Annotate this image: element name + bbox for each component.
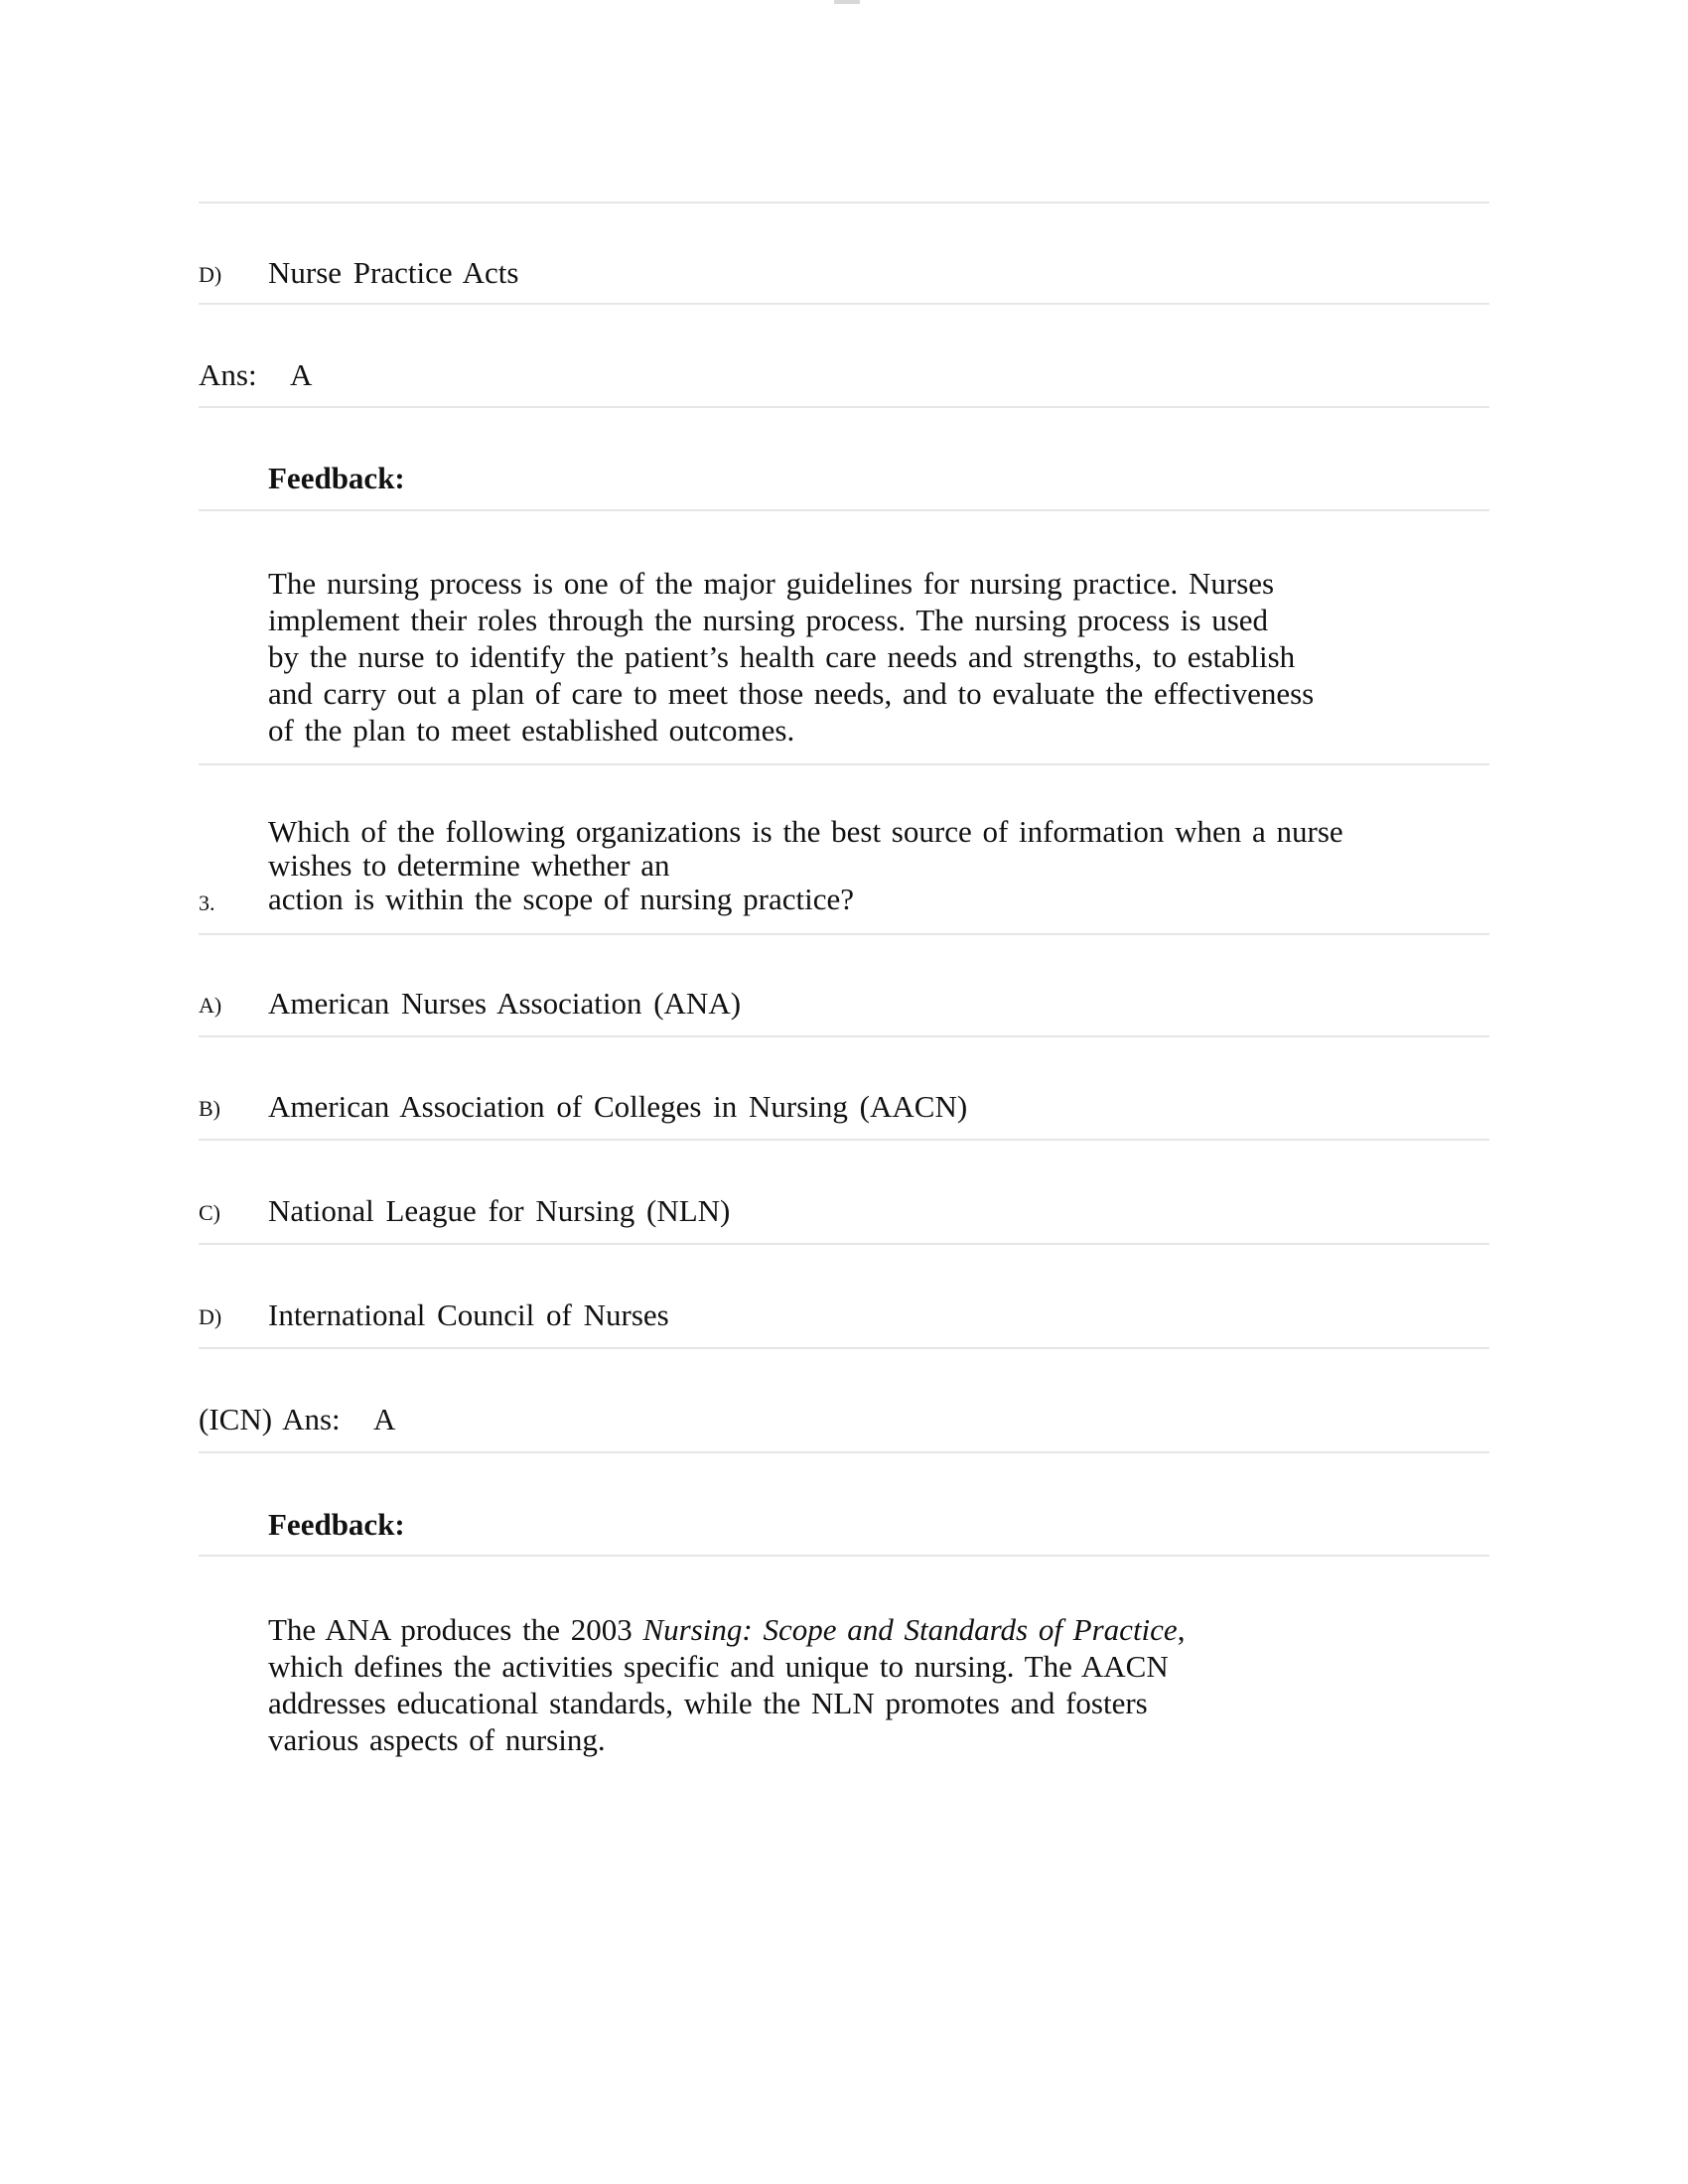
divider: [199, 1451, 1489, 1453]
feedback-label: Feedback:: [268, 461, 405, 495]
divider: [199, 763, 1489, 765]
option-text: American Nurses Association (ANA): [268, 986, 742, 1021]
feedback-line: of the plan to meet established outcomes.: [268, 713, 795, 748]
question-stem-line: Which of the following organizations is the best source of information when a nurse: [268, 814, 1343, 849]
prev-feedback-paragraph: [268, 565, 1440, 749]
answer-value: A: [290, 357, 313, 392]
divider: [199, 1243, 1489, 1245]
question-number: 3.: [199, 890, 215, 915]
feedback-line: implement their roles through the nursing process. The nursing process is used: [268, 603, 1269, 637]
option-text: Nurse Practice Acts: [268, 255, 519, 290]
divider: [199, 933, 1489, 935]
feedback-text: The ANA produces the 2003: [268, 1612, 643, 1647]
option-text: American Association of Colleges in Nursing (AACN): [268, 1089, 968, 1124]
divider: [199, 509, 1489, 511]
question-stem-line: action is within the scope of nursing practice?: [268, 882, 855, 916]
answer-label: Ans:: [199, 357, 257, 392]
option-marker: C): [199, 1200, 220, 1225]
feedback-line: and carry out a plan of care to meet those needs, and to evaluate the effectiveness: [268, 676, 1315, 711]
divider: [199, 202, 1489, 204]
page-header-mark: [834, 0, 860, 4]
feedback-line: by the nurse to identify the patient’s health care needs and strengths, to establish: [268, 639, 1296, 674]
feedback-text: ,: [1177, 1612, 1186, 1647]
option-marker: A): [199, 993, 222, 1018]
feedback-line: various aspects of nursing.: [268, 1722, 606, 1757]
option-text: International Council of Nurses: [268, 1297, 669, 1332]
divider: [199, 1347, 1489, 1349]
feedback-line: The nursing process is one of the major guidelines for nursing practice. Nurses: [268, 566, 1275, 601]
feedback-line: addresses educational standards, while the NLN promotes and fosters: [268, 1686, 1148, 1720]
question-stem: [268, 815, 1440, 916]
question-feedback-paragraph: [268, 1611, 1440, 1758]
option-marker: D): [199, 1304, 222, 1329]
option-text: National League for Nursing (NLN): [268, 1193, 731, 1228]
divider: [199, 303, 1489, 305]
feedback-line: [268, 1611, 1440, 1648]
divider: [199, 1139, 1489, 1141]
divider: [199, 1035, 1489, 1037]
answer-label: (ICN) Ans:: [199, 1402, 341, 1436]
option-marker: B): [199, 1096, 220, 1121]
publication-title: Nursing: Scope and Standards of Practice: [642, 1612, 1178, 1647]
feedback-label: Feedback:: [268, 1507, 405, 1542]
question-stem-line: wishes to determine whether an: [268, 848, 670, 883]
divider: [199, 1555, 1489, 1557]
feedback-line: which defines the activities specific and unique to nursing. The AACN: [268, 1649, 1169, 1684]
answer-value: A: [373, 1402, 396, 1436]
option-marker: D): [199, 262, 222, 287]
divider: [199, 406, 1489, 408]
